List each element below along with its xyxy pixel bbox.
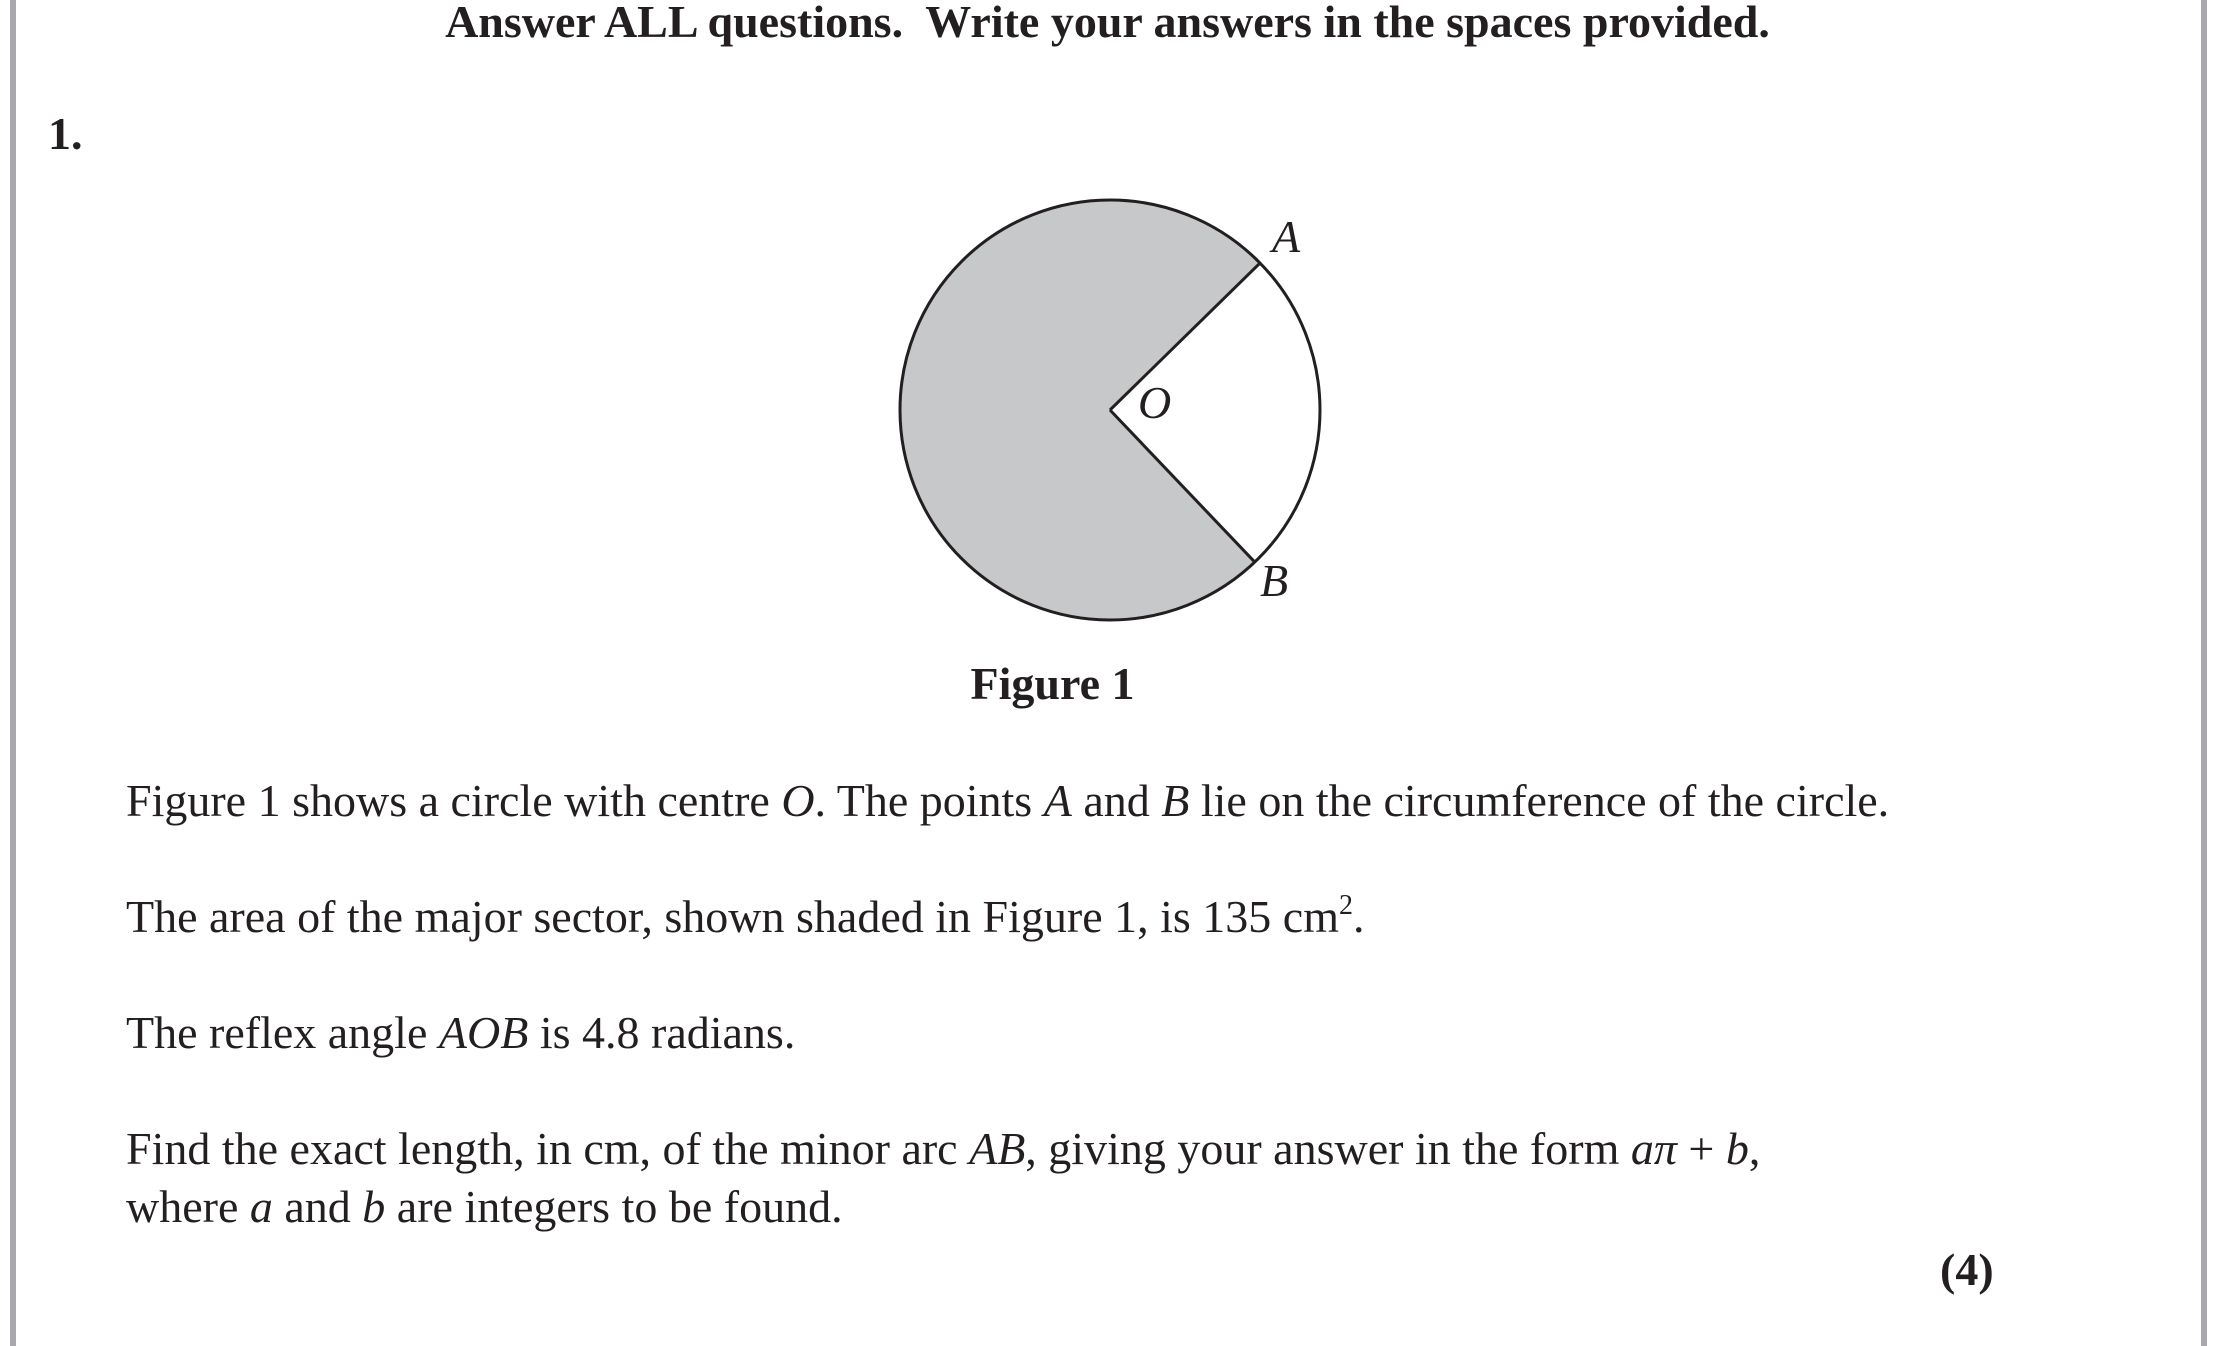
label-O: O bbox=[1138, 377, 1172, 428]
text-segment: The reflex angle bbox=[126, 1007, 439, 1058]
paragraph-circle-description bbox=[126, 772, 1889, 830]
var-AB: AB bbox=[969, 1123, 1026, 1174]
var-b: b bbox=[362, 1181, 386, 1232]
superscript-2: 2 bbox=[1339, 890, 1354, 921]
text-segment: are integers to be found. bbox=[385, 1181, 843, 1232]
marks-allocation: (4) bbox=[1940, 1244, 1994, 1295]
text-segment: where bbox=[126, 1181, 250, 1232]
text-segment: and bbox=[272, 1181, 363, 1232]
var-a-pi: aπ bbox=[1630, 1123, 1677, 1174]
text-segment: is 4.8 radians. bbox=[528, 1007, 796, 1058]
major-sector-shaded bbox=[901, 199, 1261, 619]
text-segment: , bbox=[1748, 1123, 1761, 1174]
text-segment: and bbox=[1071, 775, 1162, 826]
var-a: a bbox=[249, 1181, 273, 1232]
paragraph-task-line-2 bbox=[126, 1178, 843, 1236]
paragraph-task-line-1 bbox=[126, 1120, 1760, 1178]
var-AOB: AOB bbox=[438, 1007, 529, 1058]
text-segment: . The points bbox=[814, 775, 1044, 826]
var-O: O bbox=[781, 775, 815, 826]
text-segment: Figure 1 shows a circle with centre bbox=[126, 775, 782, 826]
question-number: 1. bbox=[48, 108, 83, 159]
var-B: B bbox=[1161, 775, 1190, 826]
instruction-heading: Answer ALL questions. Write your answers in the spaces provided. bbox=[445, 0, 1770, 47]
label-A: A bbox=[1272, 211, 1301, 262]
text-segment: . bbox=[1353, 891, 1365, 942]
label-B: B bbox=[1260, 555, 1289, 606]
text-segment: , giving your answer in the form bbox=[1025, 1123, 1631, 1174]
paragraph-reflex-angle bbox=[126, 1004, 795, 1062]
figure-caption: Figure 1 bbox=[970, 658, 1135, 709]
text-segment: Find the exact length, in cm, of the minor arc bbox=[126, 1123, 970, 1174]
var-b: b bbox=[1725, 1123, 1749, 1174]
text-segment: lie on the circumference of the circle. bbox=[1189, 775, 1890, 826]
figure-1-circle-diagram bbox=[880, 180, 1340, 640]
text-segment: + bbox=[1676, 1123, 1726, 1174]
text-segment: The area of the major sector, shown shaded in Figure 1, is 135 cm bbox=[126, 891, 1340, 942]
paragraph-sector-area bbox=[126, 888, 1365, 946]
var-A: A bbox=[1043, 775, 1072, 826]
